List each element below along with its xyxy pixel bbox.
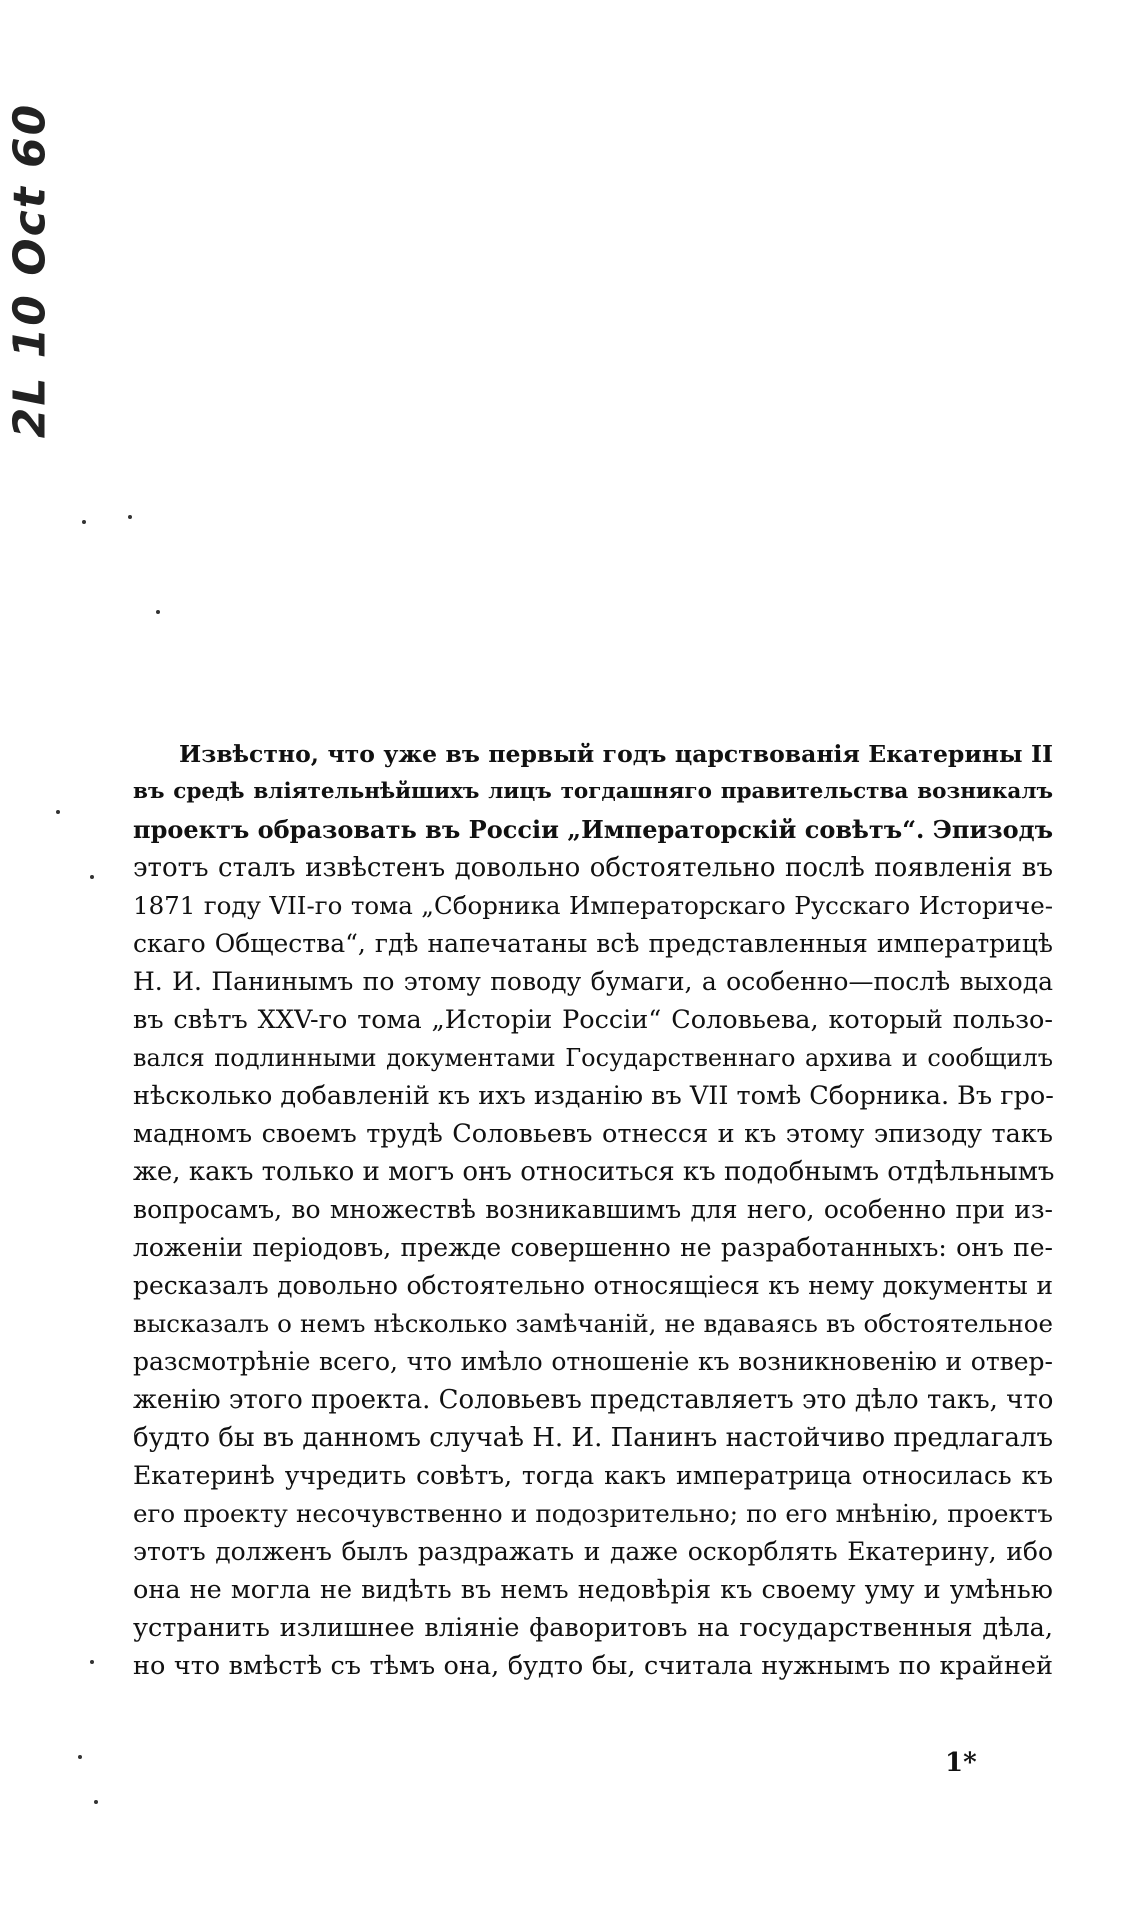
- page-number: 1*: [945, 1748, 977, 1778]
- text-line: же, какъ только и могъ онъ относиться къ подобнымъ отдѣльнымъ: [133, 1157, 1055, 1187]
- text-line: вопросамъ, во множествѣ возникавшимъ для него, особенно при из-: [133, 1195, 1053, 1224]
- page-body: [133, 735, 1053, 1685]
- text-line: нѣсколько добавленій къ ихъ изданію въ VII томѣ Сборника. Въ гро-: [133, 1081, 1054, 1111]
- text-line: разсмотрѣніе всего, что имѣло отношеніе къ возникновенію и отвер-: [133, 1347, 1053, 1376]
- scan-speck: [90, 875, 94, 879]
- text-line: она не могла не видѣть въ немъ недовѣрія къ своему уму и умѣнью: [133, 1575, 1053, 1605]
- margin-annotation-text: 2L 10 Oct 60: [4, 102, 56, 438]
- text-line: Н. И. Панинымъ по этому поводу бумаги, а особенно—послѣ выхода: [133, 967, 1053, 996]
- text-line: его проекту несочувственно и подозрительно; по его мнѣнію, проектъ: [133, 1499, 1053, 1528]
- text-line: 1871 году VII-го тома „Сборника Императорскаго Русскаго Историче-: [133, 891, 1053, 920]
- text-line: женію этого проекта. Соловьевъ представляетъ это дѣло такъ, что: [133, 1385, 1054, 1415]
- text-line: проектъ образовать въ Россіи „Императорскій совѣтъ“. Эпизодъ: [133, 815, 1053, 844]
- text-line: но что вмѣстѣ съ тѣмъ она, будто бы, считала нужнымъ по крайней: [133, 1651, 1053, 1681]
- text-line: въ средѣ вліятельнѣйшихъ лицъ тогдашняго правительства возникалъ: [133, 779, 1053, 804]
- text-line: ресказалъ довольно обстоятельно относящіеся къ нему документы и: [133, 1271, 1053, 1300]
- text-line: скаго Общества“, гдѣ напечатаны всѣ представленныя императрицѣ: [133, 929, 1053, 958]
- scan-speck: [128, 515, 132, 519]
- scan-speck: [82, 520, 86, 524]
- scan-speck: [94, 1800, 98, 1804]
- text-line: этотъ сталъ извѣстенъ довольно обстоятельно послѣ появленія въ: [133, 853, 1053, 883]
- text-line: Извѣстно, что уже въ первый годъ царствованія Екатерины II: [179, 740, 1053, 768]
- text-line: вался подлинными документами Государственнаго архива и сообщилъ: [133, 1044, 1053, 1072]
- text-line: въ свѣтъ XXV-го тома „Исторіи Россіи“ Соловьева, который пользо-: [133, 1005, 1053, 1035]
- scan-speck: [78, 1755, 82, 1759]
- text-line: будто бы въ данномъ случаѣ Н. И. Панинъ настойчиво предлагалъ: [133, 1423, 1053, 1453]
- text-line: Екатеринѣ учредить совѣтъ, тогда какъ императрица относилась къ: [133, 1461, 1053, 1490]
- scan-speck: [56, 810, 60, 814]
- scan-speck: [90, 1660, 94, 1664]
- text-line: устранить излишнее вліяніе фаворитовъ на государственныя дѣла,: [133, 1613, 1053, 1643]
- text-line: высказалъ о немъ нѣсколько замѣчаній, не вдаваясь въ обстоятельное: [133, 1309, 1053, 1338]
- scan-speck: [156, 610, 160, 614]
- text-line: мадномъ своемъ трудѣ Соловьевъ отнесся и къ этому эпизоду такъ: [133, 1119, 1053, 1149]
- text-line: ложеніи періодовъ, прежде совершенно не разработанныхъ: онъ пе-: [133, 1233, 1053, 1262]
- text-line: этотъ долженъ былъ раздражать и даже оскорблять Екатерину, ибо: [133, 1537, 1053, 1566]
- margin-annotation: [2, 102, 58, 438]
